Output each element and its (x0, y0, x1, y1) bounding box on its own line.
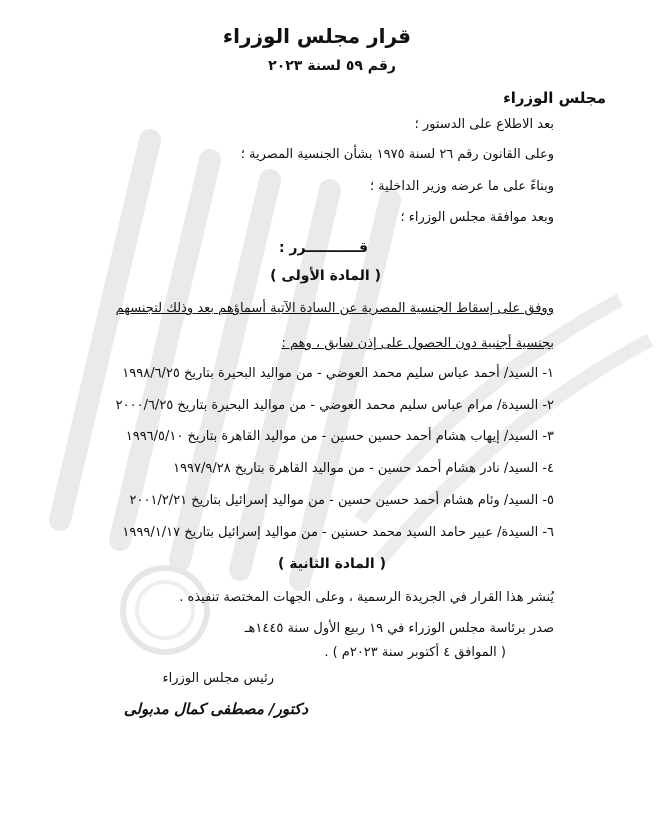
issued-line: صدر برئاسة مجلس الوزراء في ١٩ ربيع الأول سنة ١٤٤٥هـ (244, 621, 554, 636)
article-2-text: يُنشر هذا القرار في الجريدة الرسمية ، وعلى الجهات المختصة تنفيذه . (179, 590, 554, 605)
signer-name: دكتور/ مصطفى كمال مدبولى (123, 700, 308, 718)
person-entry: ٣- السيد/ إيهاب هشام أحمد حسين حسين - من مواليد القاهرة بتاريخ ١٩٩٦/٥/١٠ (125, 429, 554, 444)
person-entry: ٤- السيد/ نادر هشام أحمد حسين - من مواليد القاهرة بتاريخ ١٩٩٧/٩/٢٨ (173, 461, 554, 476)
article-1-text: بجنسية أجنبية دون الحصول على إذن سابق ، وهم : (281, 336, 554, 351)
preamble-line: وعلى القانون رقم ٢٦ لسنة ١٩٧٥ بشأن الجنسية المصرية ؛ (240, 147, 554, 162)
corresponding-date: ( الموافق ٤ أكتوبر سنة ٢٠٢٣م ) . (324, 645, 506, 660)
preamble-line: وبعد موافقة مجلس الوزراء ؛ (400, 210, 554, 225)
document-title: قرار مجلس الوزراء (222, 24, 411, 48)
person-entry: ٢- السيدة/ مرام عباس سليم محمد العوضي - من مواليد البحيرة بتاريخ ٢٠٠٠/٦/٢٥ (115, 398, 554, 413)
article-1-heading: ( المادة الأولى ) (270, 268, 381, 284)
person-entry: ٦- السيدة/ عبير حامد السيد محمد حسنين - من مواليد إسرائيل بتاريخ ١٩٩٩/١/١٧ (122, 525, 554, 540)
decree-number: رقم ٥٩ لسنة ٢٠٢٣ (268, 58, 396, 74)
decision-label: قـــــــــــرر : (278, 240, 368, 256)
person-entry: ١- السيد/ أحمد عباس سليم محمد العوضي - من مواليد البحيرة بتاريخ ١٩٩٨/٦/٢٥ (122, 366, 554, 381)
preamble-line: وبناءً على ما عرضه وزير الداخلية ؛ (369, 179, 554, 194)
person-entry: ٥- السيد/ وئام هشام أحمد حسين حسين - من مواليد إسرائيل بتاريخ ٢٠٠١/٢/٢١ (129, 493, 554, 508)
issuer-heading: مجلس الوزراء (503, 89, 606, 107)
article-2-heading: ( المادة الثانية ) (277, 556, 386, 572)
preamble-line: بعد الاطلاع على الدستور ؛ (414, 117, 554, 132)
signer-title: رئيس مجلس الوزراء (162, 671, 274, 686)
article-1-text: ووفق على إسقاط الجنسية المصرية عن السادة الآتية أسماؤهم بعد وذلك لتجنسهم (115, 301, 554, 316)
